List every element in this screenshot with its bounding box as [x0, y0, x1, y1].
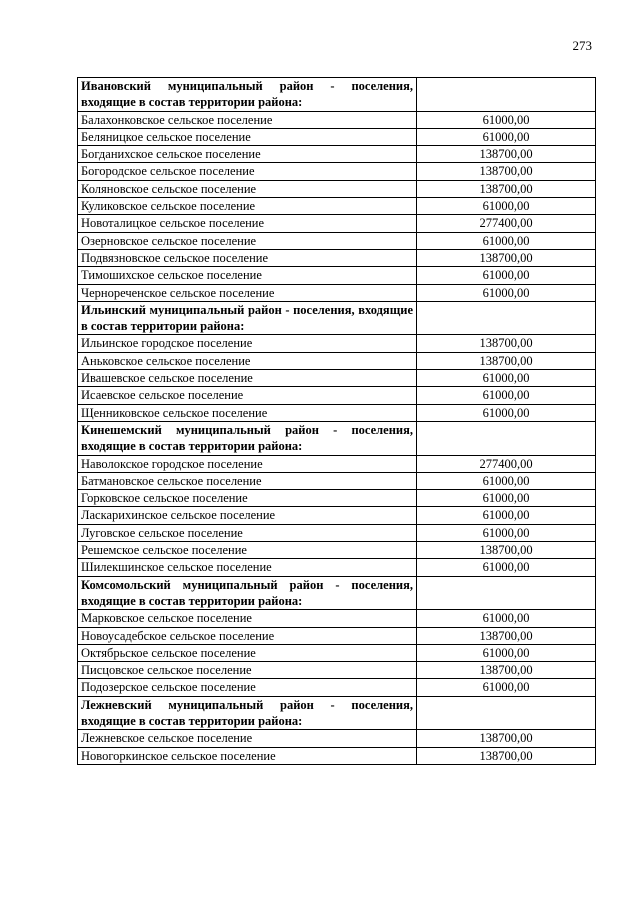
- amount-cell: 61000,00: [417, 128, 596, 145]
- settlement-name: Коляновское сельское поселение: [78, 180, 417, 197]
- settlement-name: Горковское сельское поселение: [78, 490, 417, 507]
- district-name: Лежневский муниципальный район - поселения, входящие в состав территории района:: [78, 696, 417, 730]
- allocation-table: [77, 77, 596, 765]
- settlement-name: Новоталицкое сельское поселение: [78, 215, 417, 232]
- settlement-name: Исаевское сельское поселение: [78, 387, 417, 404]
- page-number: 273: [572, 38, 592, 53]
- settlement-row: [78, 559, 596, 576]
- amount-cell: 277400,00: [417, 455, 596, 472]
- amount-cell: 277400,00: [417, 215, 596, 232]
- settlement-row: [78, 387, 596, 404]
- amount-cell: 61000,00: [417, 559, 596, 576]
- settlement-row: [78, 249, 596, 266]
- table-body: [78, 78, 596, 765]
- amount-cell: 61000,00: [417, 679, 596, 696]
- settlement-name: Аньковское сельское поселение: [78, 352, 417, 369]
- settlement-name: Чернореченское сельское поселение: [78, 284, 417, 301]
- settlement-row: [78, 267, 596, 284]
- amount-cell: [417, 421, 596, 455]
- amount-cell: 138700,00: [417, 335, 596, 352]
- settlement-name: Богородское сельское поселение: [78, 163, 417, 180]
- district-name: Кинешемский муниципальный район - поселения, входящие в состав территории района:: [78, 421, 417, 455]
- amount-cell: [417, 576, 596, 610]
- settlement-row: [78, 335, 596, 352]
- amount-cell: 61000,00: [417, 404, 596, 421]
- settlement-row: [78, 284, 596, 301]
- settlement-row: [78, 610, 596, 627]
- settlement-name: Балахонковское сельское поселение: [78, 111, 417, 128]
- district-header-row: [78, 576, 596, 610]
- settlement-name: Куликовское сельское поселение: [78, 198, 417, 215]
- settlement-name: Тимошихское сельское поселение: [78, 267, 417, 284]
- settlement-row: [78, 180, 596, 197]
- settlement-row: [78, 232, 596, 249]
- settlement-name: Новоусадебское сельское поселение: [78, 627, 417, 644]
- settlement-name: Подозерское сельское поселение: [78, 679, 417, 696]
- settlement-name: Наволокское городское поселение: [78, 455, 417, 472]
- settlement-row: [78, 644, 596, 661]
- settlement-row: [78, 747, 596, 764]
- settlement-row: [78, 128, 596, 145]
- amount-cell: 138700,00: [417, 747, 596, 764]
- amount-cell: 61000,00: [417, 370, 596, 387]
- district-header-row: [78, 421, 596, 455]
- settlement-name: Писцовское сельское поселение: [78, 662, 417, 679]
- amount-cell: 61000,00: [417, 507, 596, 524]
- amount-cell: 61000,00: [417, 387, 596, 404]
- settlement-row: [78, 679, 596, 696]
- amount-cell: 61000,00: [417, 284, 596, 301]
- settlement-row: [78, 507, 596, 524]
- amount-cell: 138700,00: [417, 163, 596, 180]
- settlement-row: [78, 163, 596, 180]
- settlement-name: Шилекшинское сельское поселение: [78, 559, 417, 576]
- settlement-name: Марковское сельское поселение: [78, 610, 417, 627]
- amount-cell: 61000,00: [417, 610, 596, 627]
- district-header-row: [78, 696, 596, 730]
- amount-cell: [417, 301, 596, 335]
- amount-cell: 61000,00: [417, 198, 596, 215]
- settlement-name: Решемское сельское поселение: [78, 542, 417, 559]
- amount-cell: 138700,00: [417, 180, 596, 197]
- settlement-row: [78, 404, 596, 421]
- settlement-row: [78, 730, 596, 747]
- amount-cell: 61000,00: [417, 524, 596, 541]
- settlement-row: [78, 472, 596, 489]
- amount-cell: 138700,00: [417, 146, 596, 163]
- district-name: Комсомольский муниципальный район - поселения, входящие в состав территории района:: [78, 576, 417, 610]
- amount-cell: 138700,00: [417, 352, 596, 369]
- settlement-name: Батмановское сельское поселение: [78, 472, 417, 489]
- amount-cell: 138700,00: [417, 627, 596, 644]
- amount-cell: 61000,00: [417, 472, 596, 489]
- settlement-name: Лежневское сельское поселение: [78, 730, 417, 747]
- settlement-name: Подвязновское сельское поселение: [78, 249, 417, 266]
- settlement-row: [78, 627, 596, 644]
- settlement-row: [78, 524, 596, 541]
- district-name: Ильинский муниципальный район - поселения, входящие в состав территории района:: [78, 301, 417, 335]
- district-header-row: [78, 301, 596, 335]
- district-header-row: [78, 78, 596, 112]
- settlement-row: [78, 370, 596, 387]
- amount-cell: [417, 696, 596, 730]
- settlement-name: Ласкарихинское сельское поселение: [78, 507, 417, 524]
- settlement-name: Богданихское сельское поселение: [78, 146, 417, 163]
- settlement-row: [78, 111, 596, 128]
- settlement-name: Щенниковское сельское поселение: [78, 404, 417, 421]
- settlement-name: Ильинское городское поселение: [78, 335, 417, 352]
- amount-cell: 61000,00: [417, 111, 596, 128]
- amount-cell: 138700,00: [417, 542, 596, 559]
- settlement-row: [78, 215, 596, 232]
- settlement-name: Ивашевское сельское поселение: [78, 370, 417, 387]
- settlement-name: Озерновское сельское поселение: [78, 232, 417, 249]
- amount-cell: 138700,00: [417, 249, 596, 266]
- amount-cell: 61000,00: [417, 644, 596, 661]
- amount-cell: 61000,00: [417, 267, 596, 284]
- settlement-row: [78, 455, 596, 472]
- settlement-row: [78, 490, 596, 507]
- amount-cell: 138700,00: [417, 662, 596, 679]
- settlement-row: [78, 352, 596, 369]
- settlement-row: [78, 662, 596, 679]
- amount-cell: 138700,00: [417, 730, 596, 747]
- settlement-name: Луговское сельское поселение: [78, 524, 417, 541]
- amount-cell: 61000,00: [417, 232, 596, 249]
- district-name: Ивановский муниципальный район - поселения, входящие в состав территории района:: [78, 78, 417, 112]
- settlement-name: Октябрьское сельское поселение: [78, 644, 417, 661]
- settlement-name: Беляницкое сельское поселение: [78, 128, 417, 145]
- amount-cell: [417, 78, 596, 112]
- settlement-row: [78, 542, 596, 559]
- settlement-row: [78, 146, 596, 163]
- settlement-row: [78, 198, 596, 215]
- settlement-name: Новогоркинское сельское поселение: [78, 747, 417, 764]
- amount-cell: 61000,00: [417, 490, 596, 507]
